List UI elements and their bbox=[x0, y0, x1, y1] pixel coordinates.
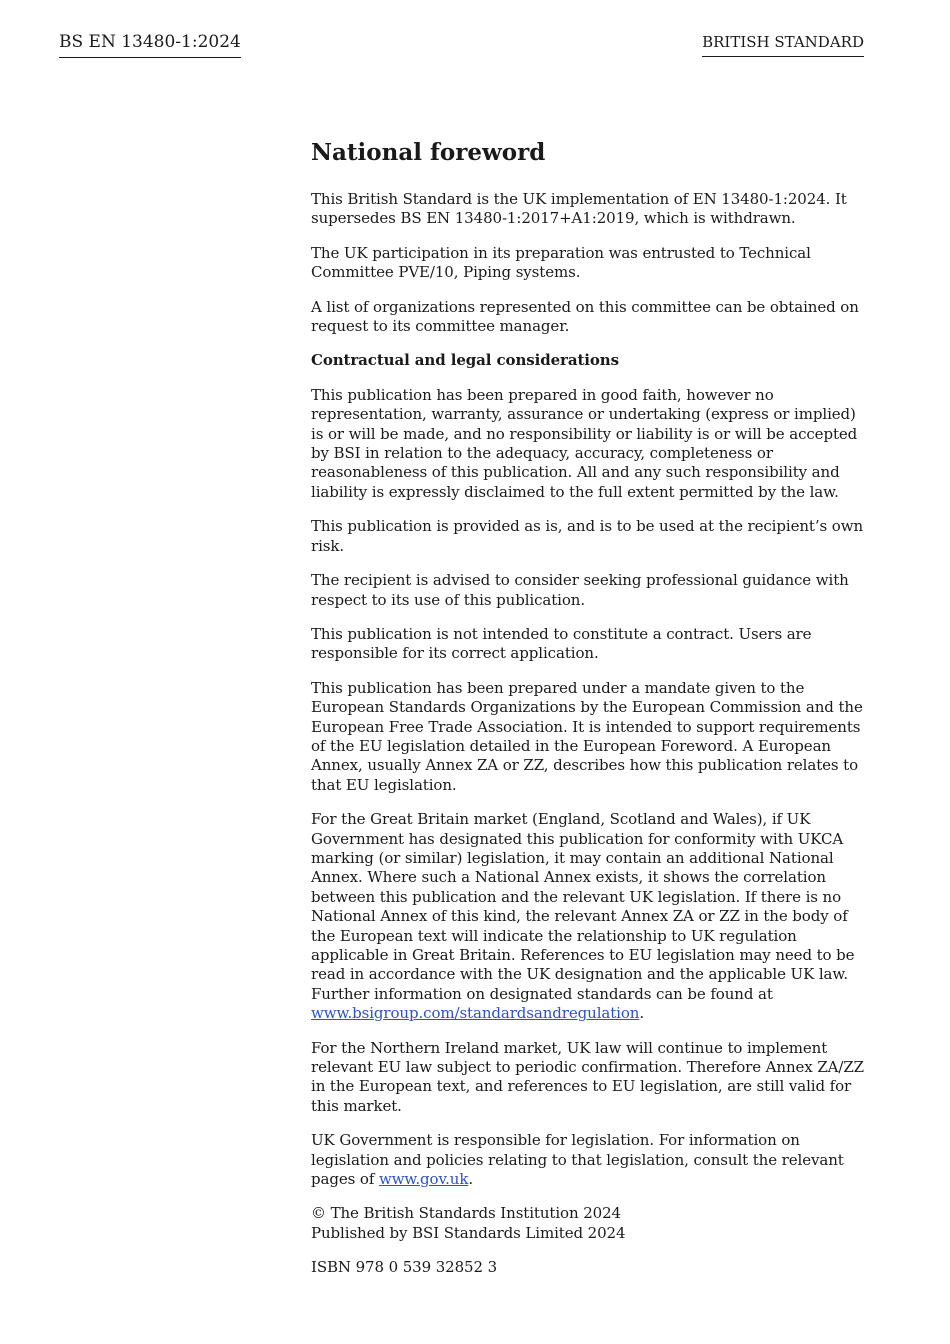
paragraph-mandate: This publication has been prepared under a mandate given to the European Standards Organizations by the European Commission and the European Free Trade Association. It is intended to support requirements of the EU legislation detailed in the European Foreword. A European Annex, usually Annex ZA or ZZ, describes how this publication relates to that EU legislation. bbox=[311, 678, 863, 794]
paragraph-uk-government bbox=[311, 1131, 867, 1189]
page-title: National foreword bbox=[311, 139, 546, 166]
isbn: ISBN 978 0 539 32852 3 bbox=[311, 1258, 498, 1277]
foreword-content bbox=[311, 138, 867, 1293]
paragraph-professional-guidance: The recipient is advised to consider seeking professional guidance with respect to its use of this publication. bbox=[311, 571, 849, 609]
paragraph-uk-government-text: UK Government is responsible for legislation. For information on legislation and policies relating to that legislation, consult the relevant pages of bbox=[311, 1131, 844, 1189]
document-number: BS EN 13480-1:2024 bbox=[59, 31, 241, 58]
paragraph-northern-ireland: For the Northern Ireland market, UK law will continue to implement relevant EU law subject to periodic confirmation. Therefore Annex ZA/ZZ in the European text, and references to EU legislation, are still valid for this market. bbox=[311, 1038, 864, 1115]
paragraph-good-faith: This publication has been prepared in good faith, however no representation, warranty, assurance or undertaking (express or implied) is or will be made, and no responsibility or liability is or will be accepted by BSI in relation to the adequacy, accuracy, completeness or reasonableness of this publication. All and any such responsibility and liability is expressly disclaimed to the full extent permitted by the law. bbox=[311, 385, 858, 501]
paragraph-implementation: This British Standard is the UK implementation of EN 13480-1:2024. It supersedes BS EN 13480-1:2017+A1:2019, which is withdrawn. bbox=[311, 190, 847, 228]
paragraph-not-contract: This publication is not intended to constitute a contract. Users are responsible for its correct application. bbox=[311, 624, 812, 663]
paragraph-participation: The UK participation in its preparation was entrusted to Technical Committee PVE/10, Piping systems. bbox=[311, 243, 811, 282]
section-heading-contractual: Contractual and legal considerations bbox=[311, 351, 619, 370]
copyright-line: © The British Standards Institution 2024 bbox=[311, 1204, 621, 1223]
gov-uk-link[interactable]: www.gov.uk bbox=[378, 1170, 469, 1189]
paragraph-great-britain-market bbox=[311, 810, 867, 1023]
bsigroup-link[interactable]: www.bsigroup.com/standardsandregulation bbox=[311, 1004, 640, 1023]
publisher-line: Published by BSI Standards Limited 2024 bbox=[311, 1223, 626, 1242]
paragraph-uk-government-end: . bbox=[468, 1170, 473, 1189]
copyright-block bbox=[311, 1204, 867, 1243]
paragraph-great-britain-text: For the Great Britain market (England, Scotland and Wales), if UK Government has designated this publication for conformity with UKCA marking (or similar) legislation, it may contain an additional National Annex. Where such a National Annex exists, it shows the correlation between this publication and the relevant UK legislation. If there is no National Annex of this kind, the relevant Annex ZA or ZZ in the body of the European text will indicate the relationship to UK regulation applicable in Great Britain. References to EU legislation may need to be read in accordance with the UK designation and the applicable UK law. Further information on designated standards can be found at bbox=[311, 810, 855, 1003]
paragraph-committee-list: A list of organizations represented on this committee can be obtained on request to its committee manager. bbox=[311, 297, 859, 336]
paragraph-great-britain-end: . bbox=[639, 1004, 645, 1023]
series-label: BRITISH STANDARD bbox=[702, 32, 864, 57]
paragraph-own-risk: This publication is provided as is, and is to be used at the recipient’s own risk. bbox=[311, 517, 864, 555]
